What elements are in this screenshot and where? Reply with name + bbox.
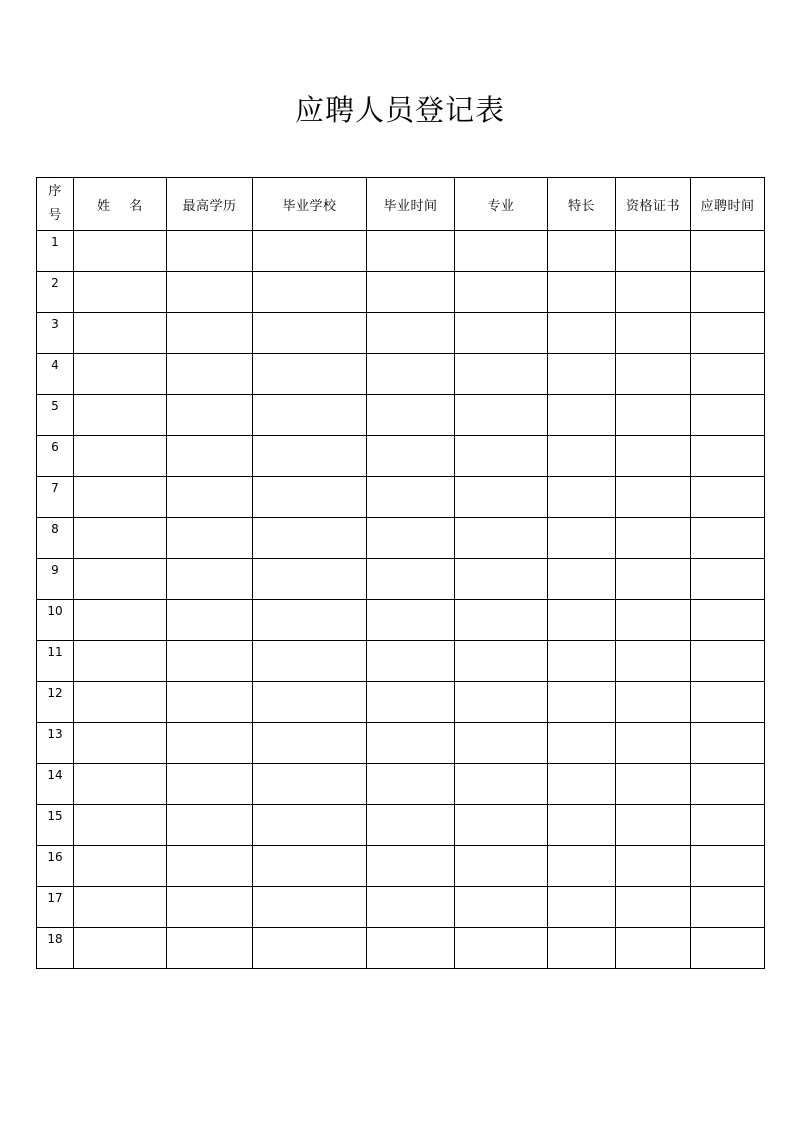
cell-application-date[interactable] (691, 395, 765, 436)
row-number: 1 (37, 231, 74, 272)
table-row (37, 928, 765, 969)
cell-name[interactable] (74, 518, 167, 559)
row-number: 8 (37, 518, 74, 559)
cell-application-date[interactable] (691, 272, 765, 313)
registration-table (36, 177, 765, 969)
cell-education[interactable] (167, 477, 253, 518)
cell-education[interactable] (167, 600, 253, 641)
cell-graduation-date[interactable] (367, 518, 455, 559)
cell-school[interactable] (253, 846, 367, 887)
cell-name[interactable] (74, 928, 167, 969)
cell-specialty[interactable] (548, 682, 616, 723)
cell-specialty[interactable] (548, 313, 616, 354)
row-number: 17 (37, 887, 74, 928)
cell-graduation-date[interactable] (367, 436, 455, 477)
row-number: 4 (37, 354, 74, 395)
header-name: 姓 名 (74, 178, 167, 231)
cell-certificates[interactable] (616, 436, 691, 477)
cell-education[interactable] (167, 682, 253, 723)
row-number: 10 (37, 600, 74, 641)
cell-specialty[interactable] (548, 887, 616, 928)
row-number: 12 (37, 682, 74, 723)
cell-graduation-date[interactable] (367, 559, 455, 600)
header-education: 最高学历 (167, 178, 253, 231)
cell-major[interactable] (455, 846, 548, 887)
table-row (37, 559, 765, 600)
cell-application-date[interactable] (691, 928, 765, 969)
form-title: 应聘人员登记表 (294, 93, 505, 127)
cell-graduation-date[interactable] (367, 764, 455, 805)
table-row (37, 395, 765, 436)
cell-graduation-date[interactable] (367, 231, 455, 272)
cell-major[interactable] (455, 887, 548, 928)
cell-education[interactable] (167, 231, 253, 272)
cell-name[interactable] (74, 600, 167, 641)
cell-school[interactable] (253, 313, 367, 354)
cell-school[interactable] (253, 354, 367, 395)
cell-education[interactable] (167, 518, 253, 559)
row-number: 18 (37, 928, 74, 969)
cell-application-date[interactable] (691, 805, 765, 846)
cell-school[interactable] (253, 805, 367, 846)
cell-major[interactable] (455, 231, 548, 272)
row-number: 15 (37, 805, 74, 846)
header-certificates: 资格证书 (616, 178, 691, 231)
cell-name[interactable] (74, 395, 167, 436)
cell-school[interactable] (253, 477, 367, 518)
table-body (37, 231, 765, 969)
cell-major[interactable] (455, 518, 548, 559)
cell-specialty[interactable] (548, 231, 616, 272)
cell-name[interactable] (74, 477, 167, 518)
cell-name[interactable] (74, 805, 167, 846)
cell-education[interactable] (167, 272, 253, 313)
cell-education[interactable] (167, 928, 253, 969)
row-number: 2 (37, 272, 74, 313)
cell-certificates[interactable] (616, 600, 691, 641)
cell-graduation-date[interactable] (367, 395, 455, 436)
table-row (37, 477, 765, 518)
cell-certificates[interactable] (616, 272, 691, 313)
cell-name[interactable] (74, 436, 167, 477)
cell-specialty[interactable] (548, 272, 616, 313)
cell-name[interactable] (74, 887, 167, 928)
cell-graduation-date[interactable] (367, 805, 455, 846)
table-row (37, 600, 765, 641)
cell-name[interactable] (74, 354, 167, 395)
cell-education[interactable] (167, 723, 253, 764)
cell-education[interactable] (167, 395, 253, 436)
cell-education[interactable] (167, 805, 253, 846)
cell-name[interactable] (74, 846, 167, 887)
table-row (37, 272, 765, 313)
cell-application-date[interactable] (691, 518, 765, 559)
cell-certificates[interactable] (616, 764, 691, 805)
table-row (37, 518, 765, 559)
header-seq (37, 178, 74, 231)
row-number: 9 (37, 559, 74, 600)
cell-school[interactable] (253, 518, 367, 559)
cell-school[interactable] (253, 559, 367, 600)
table-row (37, 354, 765, 395)
table-row (37, 436, 765, 477)
cell-graduation-date[interactable] (367, 477, 455, 518)
cell-education[interactable] (167, 764, 253, 805)
cell-application-date[interactable] (691, 313, 765, 354)
cell-specialty[interactable] (548, 477, 616, 518)
header-school: 毕业学校 (253, 178, 367, 231)
header-specialty: 特长 (548, 178, 616, 231)
header-major: 专业 (455, 178, 548, 231)
cell-graduation-date[interactable] (367, 313, 455, 354)
cell-name[interactable] (74, 231, 167, 272)
cell-graduation-date[interactable] (367, 887, 455, 928)
table-row (37, 846, 765, 887)
cell-name[interactable] (74, 723, 167, 764)
cell-school[interactable] (253, 928, 367, 969)
cell-major[interactable] (455, 682, 548, 723)
table-row (37, 723, 765, 764)
header-graduation-date: 毕业时间 (367, 178, 455, 231)
cell-application-date[interactable] (691, 559, 765, 600)
cell-certificates[interactable] (616, 723, 691, 764)
cell-school[interactable] (253, 641, 367, 682)
cell-specialty[interactable] (548, 641, 616, 682)
cell-application-date[interactable] (691, 723, 765, 764)
cell-certificates[interactable] (616, 354, 691, 395)
cell-major[interactable] (455, 805, 548, 846)
header-application-date: 应聘时间 (691, 178, 765, 231)
table-header-row (37, 178, 765, 231)
cell-certificates[interactable] (616, 518, 691, 559)
table-row (37, 764, 765, 805)
cell-major[interactable] (455, 354, 548, 395)
cell-graduation-date[interactable] (367, 641, 455, 682)
cell-certificates[interactable] (616, 559, 691, 600)
cell-name[interactable] (74, 682, 167, 723)
row-number: 11 (37, 641, 74, 682)
cell-graduation-date[interactable] (367, 272, 455, 313)
cell-school[interactable] (253, 723, 367, 764)
cell-school[interactable] (253, 436, 367, 477)
cell-name[interactable] (74, 272, 167, 313)
cell-education[interactable] (167, 436, 253, 477)
cell-school[interactable] (253, 395, 367, 436)
cell-specialty[interactable] (548, 600, 616, 641)
row-number: 5 (37, 395, 74, 436)
cell-major[interactable] (455, 313, 548, 354)
table-row (37, 231, 765, 272)
cell-certificates[interactable] (616, 805, 691, 846)
cell-specialty[interactable] (548, 559, 616, 600)
row-number: 7 (37, 477, 74, 518)
cell-school[interactable] (253, 682, 367, 723)
cell-certificates[interactable] (616, 395, 691, 436)
cell-certificates[interactable] (616, 846, 691, 887)
cell-specialty[interactable] (548, 436, 616, 477)
table-row (37, 313, 765, 354)
cell-education[interactable] (167, 559, 253, 600)
cell-graduation-date[interactable] (367, 354, 455, 395)
cell-certificates[interactable] (616, 313, 691, 354)
cell-certificates[interactable] (616, 477, 691, 518)
cell-application-date[interactable] (691, 846, 765, 887)
cell-application-date[interactable] (691, 764, 765, 805)
cell-major[interactable] (455, 272, 548, 313)
cell-graduation-date[interactable] (367, 846, 455, 887)
cell-education[interactable] (167, 846, 253, 887)
cell-major[interactable] (455, 436, 548, 477)
cell-major[interactable] (455, 600, 548, 641)
cell-graduation-date[interactable] (367, 600, 455, 641)
table-row (37, 682, 765, 723)
cell-certificates[interactable] (616, 641, 691, 682)
cell-specialty[interactable] (548, 723, 616, 764)
cell-school[interactable] (253, 231, 367, 272)
cell-certificates[interactable] (616, 887, 691, 928)
cell-application-date[interactable] (691, 231, 765, 272)
cell-school[interactable] (253, 764, 367, 805)
table-row (37, 887, 765, 928)
table-row (37, 805, 765, 846)
cell-specialty[interactable] (548, 518, 616, 559)
cell-certificates[interactable] (616, 682, 691, 723)
header-seq-line-1: 序 (48, 184, 62, 199)
cell-application-date[interactable] (691, 887, 765, 928)
cell-major[interactable] (455, 395, 548, 436)
cell-education[interactable] (167, 641, 253, 682)
row-number: 14 (37, 764, 74, 805)
cell-school[interactable] (253, 272, 367, 313)
cell-education[interactable] (167, 313, 253, 354)
cell-major[interactable] (455, 477, 548, 518)
cell-specialty[interactable] (548, 764, 616, 805)
table-row (37, 641, 765, 682)
row-number: 13 (37, 723, 74, 764)
cell-application-date[interactable] (691, 477, 765, 518)
header-seq-line-2: 号 (48, 208, 62, 223)
cell-application-date[interactable] (691, 641, 765, 682)
cell-major[interactable] (455, 641, 548, 682)
cell-school[interactable] (253, 600, 367, 641)
row-number: 6 (37, 436, 74, 477)
cell-name[interactable] (74, 313, 167, 354)
cell-major[interactable] (455, 928, 548, 969)
cell-application-date[interactable] (691, 436, 765, 477)
cell-name[interactable] (74, 641, 167, 682)
cell-major[interactable] (455, 764, 548, 805)
cell-application-date[interactable] (691, 682, 765, 723)
cell-name[interactable] (74, 559, 167, 600)
cell-major[interactable] (455, 559, 548, 600)
cell-certificates[interactable] (616, 231, 691, 272)
cell-specialty[interactable] (548, 805, 616, 846)
row-number: 16 (37, 846, 74, 887)
cell-graduation-date[interactable] (367, 928, 455, 969)
cell-application-date[interactable] (691, 354, 765, 395)
row-number: 3 (37, 313, 74, 354)
cell-education[interactable] (167, 354, 253, 395)
cell-application-date[interactable] (691, 600, 765, 641)
cell-name[interactable] (74, 764, 167, 805)
cell-school[interactable] (253, 887, 367, 928)
cell-specialty[interactable] (548, 395, 616, 436)
cell-specialty[interactable] (548, 354, 616, 395)
cell-specialty[interactable] (548, 846, 616, 887)
cell-education[interactable] (167, 887, 253, 928)
cell-major[interactable] (455, 723, 548, 764)
cell-graduation-date[interactable] (367, 723, 455, 764)
cell-graduation-date[interactable] (367, 682, 455, 723)
cell-certificates[interactable] (616, 928, 691, 969)
cell-specialty[interactable] (548, 928, 616, 969)
